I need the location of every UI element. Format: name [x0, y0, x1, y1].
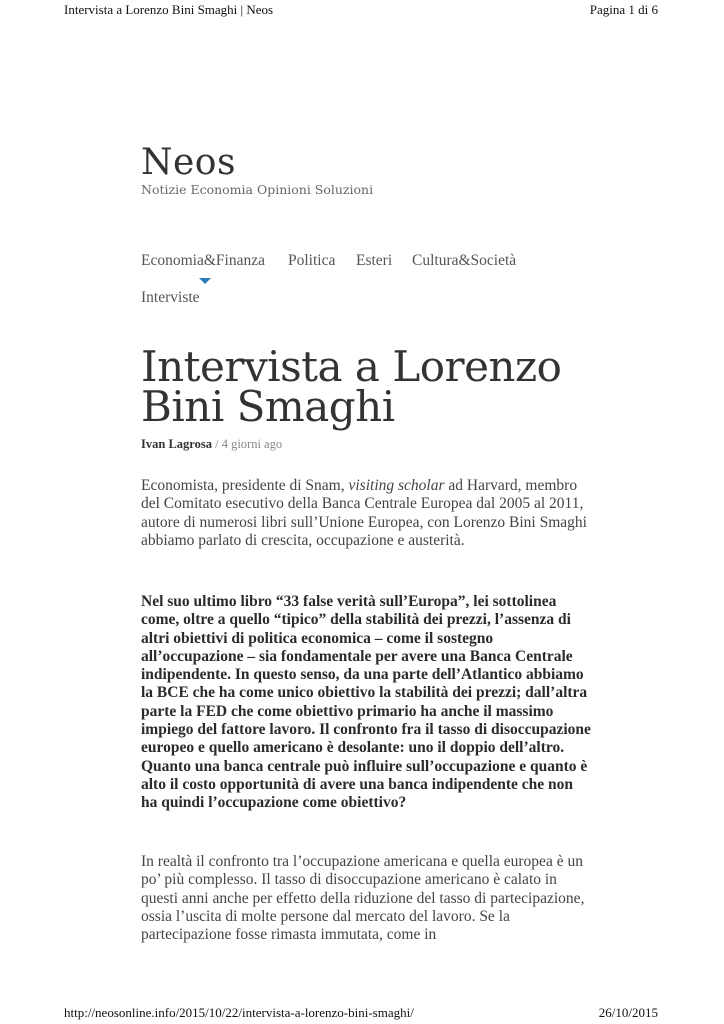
nav-item-economia-finanza[interactable]: Economia&Finanza	[141, 252, 265, 269]
print-footer-date: 26/10/2015	[598, 1005, 658, 1020]
nav-item-politica[interactable]: Politica	[288, 252, 336, 269]
article-intro	[141, 477, 593, 550]
interview-answer: In realtà il confronto tra l’occupazione americana e quella europea è un po’ più complesso. Il tasso di disoccupazione americano è calato in questi anni anche per effetto della riduzione del tasso di partecipazione, ossia l’uscita di molte persone dal mercato del lavoro. Se la partecipazione fosse rimasta immutata, come in	[141, 853, 585, 944]
article-author-link[interactable]: Ivan Lagrosa	[141, 437, 212, 451]
article-date: 4 giorni ago	[221, 437, 283, 451]
print-header-title: Intervista a Lorenzo Bini Smaghi | Neos	[64, 2, 274, 17]
site-tagline: Notizie Economia Opinioni Soluzioni	[141, 182, 374, 197]
nav-item-esteri[interactable]: Esteri	[356, 252, 393, 269]
nav-item-interviste[interactable]: Interviste	[141, 289, 200, 306]
print-header-page-number: Pagina 1 di 6	[589, 2, 658, 17]
intro-emphasis: visiting scholar	[348, 477, 445, 494]
article-title: Intervista a Lorenzo Bini Smaghi	[141, 342, 562, 431]
interview-question: Nel suo ultimo libro “33 false verità sull’Europa”, lei sottolinea come, oltre a quello “tipico” della stabilità dei prezzi, l’assenza di altri obiettivi di politica economica – come il sostegno all’occupazione – sia fondamentale per avere una Banca Centrale indipendente. In questo senso, da una parte dell’Atlantico abbiamo la BCE che ha come unico obiettivo la stabilità dei prezzi; dall’altra parte la FED che come obiettivo primario ha anche il massimo impiego del fattore lavoro. Il confronto fra il tasso di disoccupazione europeo e quello americano è desolante: uno il doppio dell’altro. Quanto una banca centrale può influire sull’occupazione e quanto è alto il costo opportunità di avere una banca indipendente che non ha quindi l’occupazione come obiettivo?	[141, 593, 591, 812]
intro-text-end: ad Harvard, membro del Comitato esecutivo della Banca Centrale Europea dal 2005 al 2011, autore di numerosi libri sull’Unione Europea, con Lorenzo Bini Smaghi abbiamo parlato di crescita, occupazione e austerità.	[141, 477, 587, 549]
article-byline	[141, 437, 282, 452]
print-header	[0, 0, 724, 20]
byline-separator: /	[215, 437, 219, 451]
active-nav-caret-icon	[199, 278, 211, 284]
nav-item-cultura-societa[interactable]: Cultura&Società	[412, 252, 517, 269]
site-logo[interactable]: Neos	[141, 142, 236, 183]
intro-text-start: Economista, presidente di Snam,	[141, 477, 349, 494]
print-footer-url: http://neosonline.info/2015/10/22/intervista-a-lorenzo-bini-smaghi/	[64, 1005, 414, 1020]
